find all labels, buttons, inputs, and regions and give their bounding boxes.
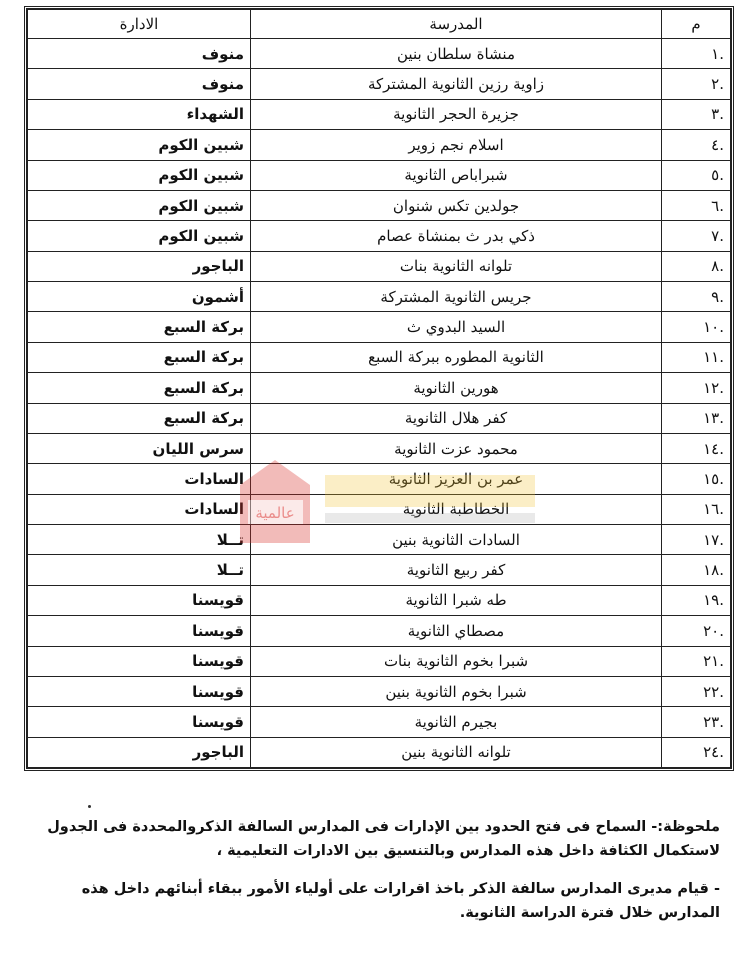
row-num: .٢٣ [662, 707, 731, 737]
row-num: .٨ [662, 251, 731, 281]
row-admin: شبين الكوم [28, 160, 251, 190]
row-school: الثانوية المطوره ببركة السبع [251, 342, 662, 372]
row-school: السادات الثانوية بنين [251, 525, 662, 555]
row-admin: شبين الكوم [28, 190, 251, 220]
row-admin: قويسنا [28, 616, 251, 646]
row-admin: بركة السبع [28, 403, 251, 433]
table-row [28, 585, 731, 615]
row-num: .٢٢ [662, 676, 731, 706]
schools-table [27, 9, 731, 768]
stray-dot [88, 805, 91, 808]
row-school: شبرا بخوم الثانوية بنين [251, 676, 662, 706]
row-num: .٤ [662, 130, 731, 160]
row-admin: قويسنا [28, 676, 251, 706]
row-school: محمود عزت الثانوية [251, 433, 662, 463]
row-num: .٢٠ [662, 616, 731, 646]
row-num: .٧ [662, 221, 731, 251]
table-row [28, 160, 731, 190]
row-admin: بركة السبع [28, 373, 251, 403]
row-school: اسلام نجم زوير [251, 130, 662, 160]
table-header-row [28, 10, 731, 39]
row-school: جزيرة الحجر الثانوية [251, 99, 662, 129]
row-admin: الشهداء [28, 99, 251, 129]
header-admin: الادارة [28, 10, 251, 39]
row-admin: سرس الليان [28, 433, 251, 463]
row-admin: أشمون [28, 282, 251, 312]
row-num: .١٦ [662, 494, 731, 524]
row-school: بجيرم الثانوية [251, 707, 662, 737]
row-school: مصطاي الثانوية [251, 616, 662, 646]
row-num: .١٤ [662, 433, 731, 463]
table-row [28, 373, 731, 403]
table-row [28, 99, 731, 129]
row-school: ذكي بدر ث بمنشاة عصام [251, 221, 662, 251]
row-admin: الباجور [28, 737, 251, 767]
row-school: كفر هلال الثانوية [251, 403, 662, 433]
row-school: شبراباص الثانوية [251, 160, 662, 190]
row-num: .١٣ [662, 403, 731, 433]
table-row [28, 433, 731, 463]
row-admin: شبين الكوم [28, 221, 251, 251]
table-row [28, 707, 731, 737]
row-num: .١٩ [662, 585, 731, 615]
schools-table-frame [24, 6, 734, 771]
row-school: هورين الثانوية [251, 373, 662, 403]
table-body [28, 39, 731, 768]
row-admin: السادات [28, 494, 251, 524]
row-num: .١٢ [662, 373, 731, 403]
table-row [28, 251, 731, 281]
row-num: .٦ [662, 190, 731, 220]
table-row [28, 190, 731, 220]
note-1: ملحوظة:- السماح فى فتح الحدود بين الإدارات فى المدارس السالفة الذكروالمحددة فى الجدول لاستكمال الكثافة داخل هذه المدارس وبالتنسيق بين الادارات التعليمية ، [47, 819, 720, 859]
table-row [28, 130, 731, 160]
table-row [28, 616, 731, 646]
row-school: طه شبرا الثانوية [251, 585, 662, 615]
table-row [28, 676, 731, 706]
table-row [28, 525, 731, 555]
row-school: تلوانه الثانوية بنين [251, 737, 662, 767]
row-admin: الباجور [28, 251, 251, 281]
row-school: السيد البدوي ث [251, 312, 662, 342]
row-admin: قويسنا [28, 707, 251, 737]
row-school: كفر ربيع الثانوية [251, 555, 662, 585]
row-num: .١٧ [662, 525, 731, 555]
row-num: .١ [662, 39, 731, 69]
row-num: .١٨ [662, 555, 731, 585]
header-school: المدرسة [251, 10, 662, 39]
row-num: .١١ [662, 342, 731, 372]
row-admin: قويسنا [28, 646, 251, 676]
table-row [28, 464, 731, 494]
table-row [28, 69, 731, 99]
row-admin: بركة السبع [28, 342, 251, 372]
row-school: عمر بن العزيز الثانوية [251, 464, 662, 494]
row-school: جريس الثانوية المشتركة [251, 282, 662, 312]
row-school: تلوانه الثانوية بنات [251, 251, 662, 281]
row-num: .٢٤ [662, 737, 731, 767]
row-school: جولدين تكس شنوان [251, 190, 662, 220]
table-row [28, 342, 731, 372]
notes-section [20, 815, 720, 939]
note-2: - قيام مديرى المدارس سالفة الذكر باخذ اقرارات على أولياء الأمور ببقاء أبنائهم داخل هذه المدارس خلال فترة الدراسة الثانوية. [81, 881, 720, 921]
table-row [28, 282, 731, 312]
row-admin: تــلا [28, 525, 251, 555]
row-school: زاوية رزين الثانوية المشتركة [251, 69, 662, 99]
table-row [28, 494, 731, 524]
row-num: .١٥ [662, 464, 731, 494]
row-school: شبرا بخوم الثانوية بنات [251, 646, 662, 676]
row-num: .٢١ [662, 646, 731, 676]
row-school: الخطاطبة الثانوية [251, 494, 662, 524]
table-row [28, 737, 731, 767]
table-row [28, 221, 731, 251]
row-admin: منوف [28, 69, 251, 99]
row-school: منشاة سلطان بنين [251, 39, 662, 69]
row-admin: شبين الكوم [28, 130, 251, 160]
row-num: .٣ [662, 99, 731, 129]
row-admin: تــلا [28, 555, 251, 585]
row-num: .١٠ [662, 312, 731, 342]
table-row [28, 555, 731, 585]
row-admin: قويسنا [28, 585, 251, 615]
table-row [28, 403, 731, 433]
row-num: .٩ [662, 282, 731, 312]
table-row [28, 312, 731, 342]
row-admin: السادات [28, 464, 251, 494]
row-admin: منوف [28, 39, 251, 69]
table-row [28, 646, 731, 676]
row-admin: بركة السبع [28, 312, 251, 342]
row-num: .٢ [662, 69, 731, 99]
header-num: م [662, 10, 731, 39]
table-row [28, 39, 731, 69]
watermark-text: عالمية [255, 504, 295, 522]
row-num: .٥ [662, 160, 731, 190]
